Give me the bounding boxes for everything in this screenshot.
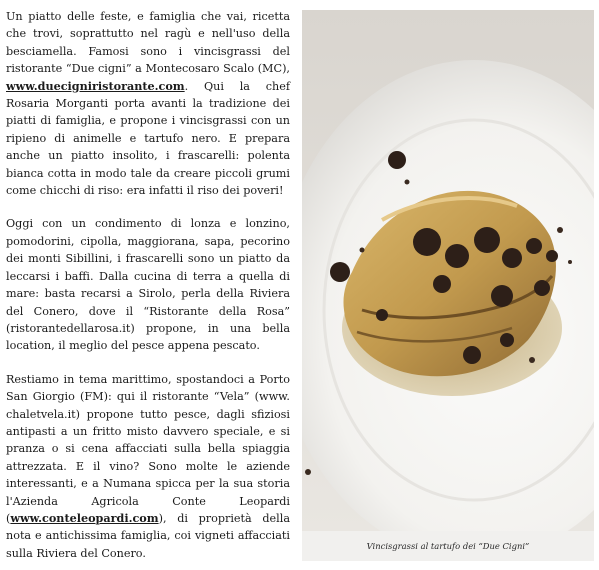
paragraph-text: Restiamo in tema marittimo, spostandoci a Porto San Giorgio (FM): qui il ristorante “Vela” (www. chaletvela.it) propone tutto pesce, dagli sfiziosi antipasti a un fritto misto davvero speciale, e si pranza o si cena affacciati sulla bella spiaggia attrezzata. E il vino? Sono molte le aziende interessanti, e a Numana spicca per la sua storia l'Azienda Agricola Conte Leopardi ( (6, 372, 290, 525)
dish-photo (302, 10, 594, 531)
paragraph-due-cigni (6, 8, 290, 199)
paragraph-text: Un piatto delle feste, e famiglia che vai, ricetta che trovi, soprattutto nel ragù e nell'uso della besciamella. Famosi sono i vincisgrassi del ristorante “Due cigni” a Montecosaro Scalo (MC), (6, 10, 290, 76)
article-text-column (6, 8, 290, 570)
photo-caption-box (302, 531, 594, 561)
paragraph-frascarelli: Oggi con un condimento di lonza e lonzino, pomodorini, cipolla, maggiorana, sapa, pecorino dei monti Sibillini, i frascarelli sono un piatto da leccarsi i baffi. Dalla cucina di terra a quella di mare: basta recarsi a Sirolo, perla della Riviera del Conero, dove il “Ristorante della Rosa” (ristorantedellarosa.it) propone, in una bella location, il meglio del pesce appena pescato. (6, 217, 290, 353)
paragraph-text: ), di proprietà della nota e antichissima famiglia, coi vigneti affacciati sulla Riviera del Conero. (6, 511, 290, 560)
link-conteleopardi[interactable]: www.conteleopardi.com (10, 510, 159, 525)
photo-caption: Vincisgrassi al tartufo dei “Due Cigni” (366, 541, 530, 551)
link-duecigni[interactable]: www.duecigniristorante.com (6, 78, 185, 93)
paragraph-text: . Qui la chef Rosaria Morganti porta avanti la tradizione dei piatti di famiglia, e propone i vincisgrassi con un ripieno di animelle e tartufo nero. E prepara anche un piatto insolito, i frascarelli: polenta bianca cotta in modo tale da creare piccoli grumi come chicchi di riso: era infatti il riso dei poveri! (6, 79, 290, 198)
paragraph-vela (6, 371, 290, 562)
